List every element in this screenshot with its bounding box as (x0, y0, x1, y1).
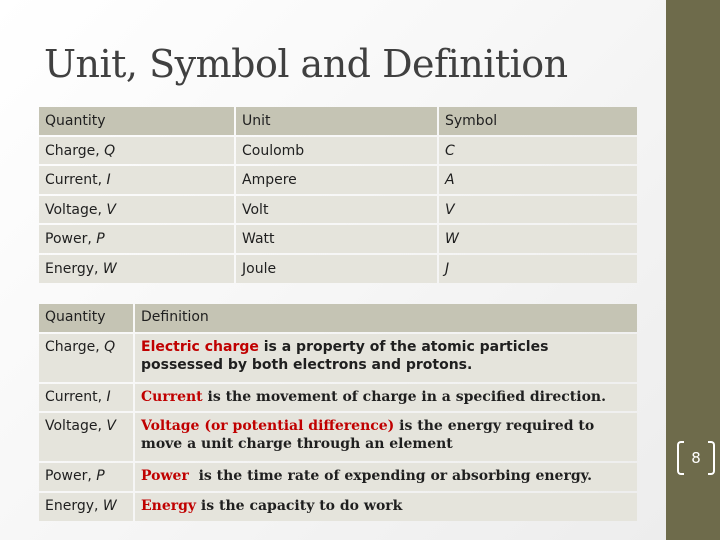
table-header-row (39, 304, 637, 332)
table-row (39, 166, 637, 194)
unit-cell: Joule (236, 255, 437, 283)
table-row (39, 493, 637, 521)
table-row (39, 255, 637, 283)
quantity-cell: Charge, Q (39, 334, 133, 382)
header-quantity: Quantity (39, 107, 234, 135)
definition-cell: Current is the movement of charge in a specified direction. (135, 384, 637, 411)
header-symbol: Symbol (439, 107, 637, 135)
quantity-cell: Current, I (39, 384, 133, 411)
unit-cell: Ampere (236, 166, 437, 194)
left-bracket-icon (677, 441, 684, 475)
units-table (37, 105, 639, 285)
quantity-cell: Current, I (39, 166, 234, 194)
quantity-cell: Voltage, V (39, 196, 234, 224)
unit-cell: Watt (236, 225, 437, 253)
term-power: Power (141, 468, 189, 484)
table-row (39, 413, 637, 461)
definition-cell: Power is the time rate of expending or absorbing energy. (135, 463, 637, 491)
page-number: 8 (691, 449, 701, 467)
table-row (39, 225, 637, 253)
quantity-cell: Energy, W (39, 493, 133, 521)
term-current: Current (141, 389, 203, 405)
quantity-cell: Charge, Q (39, 137, 234, 165)
slide-title: Unit, Symbol and Definition (44, 42, 568, 86)
symbol-cell: J (439, 255, 637, 283)
unit-cell: Volt (236, 196, 437, 224)
term-voltage: Voltage (or potential difference) (141, 418, 395, 434)
symbol-cell: V (439, 196, 637, 224)
definition-cell: Voltage (or potential difference) is the energy required to move a unit charge through an element (135, 413, 637, 461)
symbol-cell: A (439, 166, 637, 194)
quantity-cell: Power, P (39, 225, 234, 253)
quantity-cell: Energy, W (39, 255, 234, 283)
table-row (39, 196, 637, 224)
table-row (39, 137, 637, 165)
definition-cell: Energy is the capacity to do work (135, 493, 637, 521)
table-row (39, 334, 637, 382)
quantity-cell: Voltage, V (39, 413, 133, 461)
right-bracket-icon (708, 441, 715, 475)
definitions-table (37, 302, 639, 523)
table-header-row (39, 107, 637, 135)
unit-cell: Coulomb (236, 137, 437, 165)
symbol-cell: C (439, 137, 637, 165)
table-row (39, 384, 637, 411)
header-definition: Definition (135, 304, 637, 332)
definition-cell: Electric charge is a property of the atomic particles possessed by both electrons and protons. (135, 334, 637, 382)
header-quantity: Quantity (39, 304, 133, 332)
term-energy: Energy (141, 498, 197, 514)
term-electric-charge: Electric charge (141, 339, 259, 355)
quantity-cell: Power, P (39, 463, 133, 491)
header-unit: Unit (236, 107, 437, 135)
symbol-cell: W (439, 225, 637, 253)
table-row (39, 463, 637, 491)
page-number-badge (677, 441, 715, 475)
